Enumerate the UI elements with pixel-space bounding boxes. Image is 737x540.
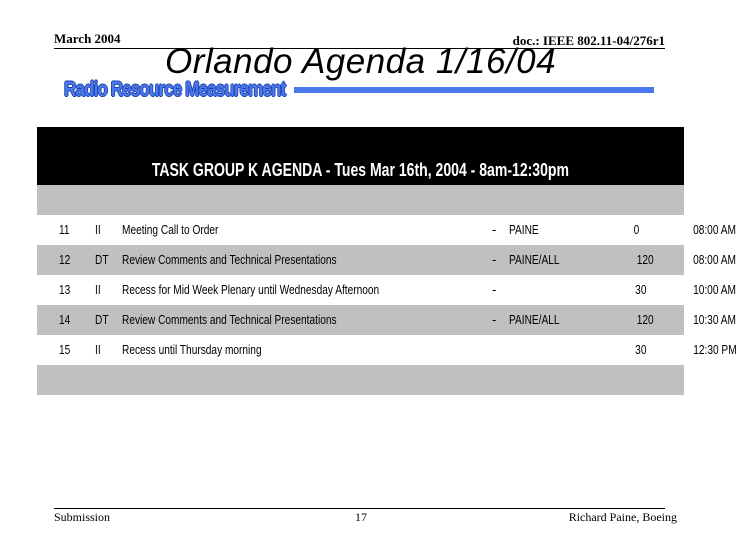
item-dash: - <box>492 282 497 297</box>
item-time: 10:30 AM <box>693 312 736 327</box>
header-date: March 2004 <box>54 31 121 46</box>
item-dash: - <box>492 252 497 267</box>
item-time: 08:00 AM <box>693 252 736 267</box>
agenda-heading: TASK GROUP K AGENDA - Tues Mar 16th, 2004 - 8am-12:30pm <box>151 160 570 180</box>
logo-accent-bar <box>294 87 654 93</box>
item-minutes: 30 <box>635 282 647 297</box>
item-minutes: 120 <box>636 252 654 267</box>
agenda-spacer-row <box>37 185 684 215</box>
item-number: 11 <box>59 222 70 237</box>
header-doc-id: doc.: IEEE 802.11-04/276r1 <box>512 33 665 48</box>
table-row <box>37 245 736 275</box>
item-time: 12:30 PM <box>693 342 737 357</box>
item-number: 12 <box>59 252 71 267</box>
slide-title: Orlando Agenda 1/16/04 <box>165 42 557 81</box>
agenda-spacer-row <box>37 365 684 395</box>
item-description: Recess until Thursday morning <box>122 342 262 357</box>
footer-divider <box>54 508 665 509</box>
footer-author: Richard Paine, Boeing <box>568 510 677 524</box>
item-type: DT <box>95 252 109 267</box>
item-number: 13 <box>59 282 71 297</box>
item-time: 08:00 AM <box>693 222 736 237</box>
item-minutes: 30 <box>635 342 647 357</box>
page-number: 17 <box>355 510 367 524</box>
table-row <box>37 305 736 335</box>
footer-submission: Submission <box>54 510 111 524</box>
logo-text: Radio Resource Measurement <box>64 78 286 101</box>
item-type: II <box>95 342 101 357</box>
item-description: Review Comments and Technical Presentations <box>122 312 337 327</box>
item-number: 14 <box>59 312 71 327</box>
table-row <box>37 335 737 365</box>
table-row <box>37 275 736 305</box>
item-type: II <box>95 282 101 297</box>
item-presenter: PAINE/ALL <box>509 252 560 267</box>
item-minutes: 120 <box>636 312 654 327</box>
item-description: Recess for Mid Week Plenary until Wednesday Afternoon <box>122 282 380 297</box>
item-presenter: PAINE/ALL <box>509 312 560 327</box>
agenda-table <box>37 127 737 395</box>
item-minutes: 0 <box>633 222 640 237</box>
item-description: Review Comments and Technical Presentations <box>122 252 337 267</box>
item-description: Meeting Call to Order <box>122 222 219 237</box>
item-presenter: PAINE <box>509 222 539 237</box>
item-type: DT <box>95 312 109 327</box>
item-time: 10:00 AM <box>693 282 736 297</box>
item-dash: - <box>492 222 497 237</box>
table-row <box>37 215 736 245</box>
item-type: II <box>95 222 101 237</box>
agenda-heading-bar <box>37 127 684 185</box>
item-number: 15 <box>59 342 71 357</box>
item-dash: - <box>492 312 497 327</box>
